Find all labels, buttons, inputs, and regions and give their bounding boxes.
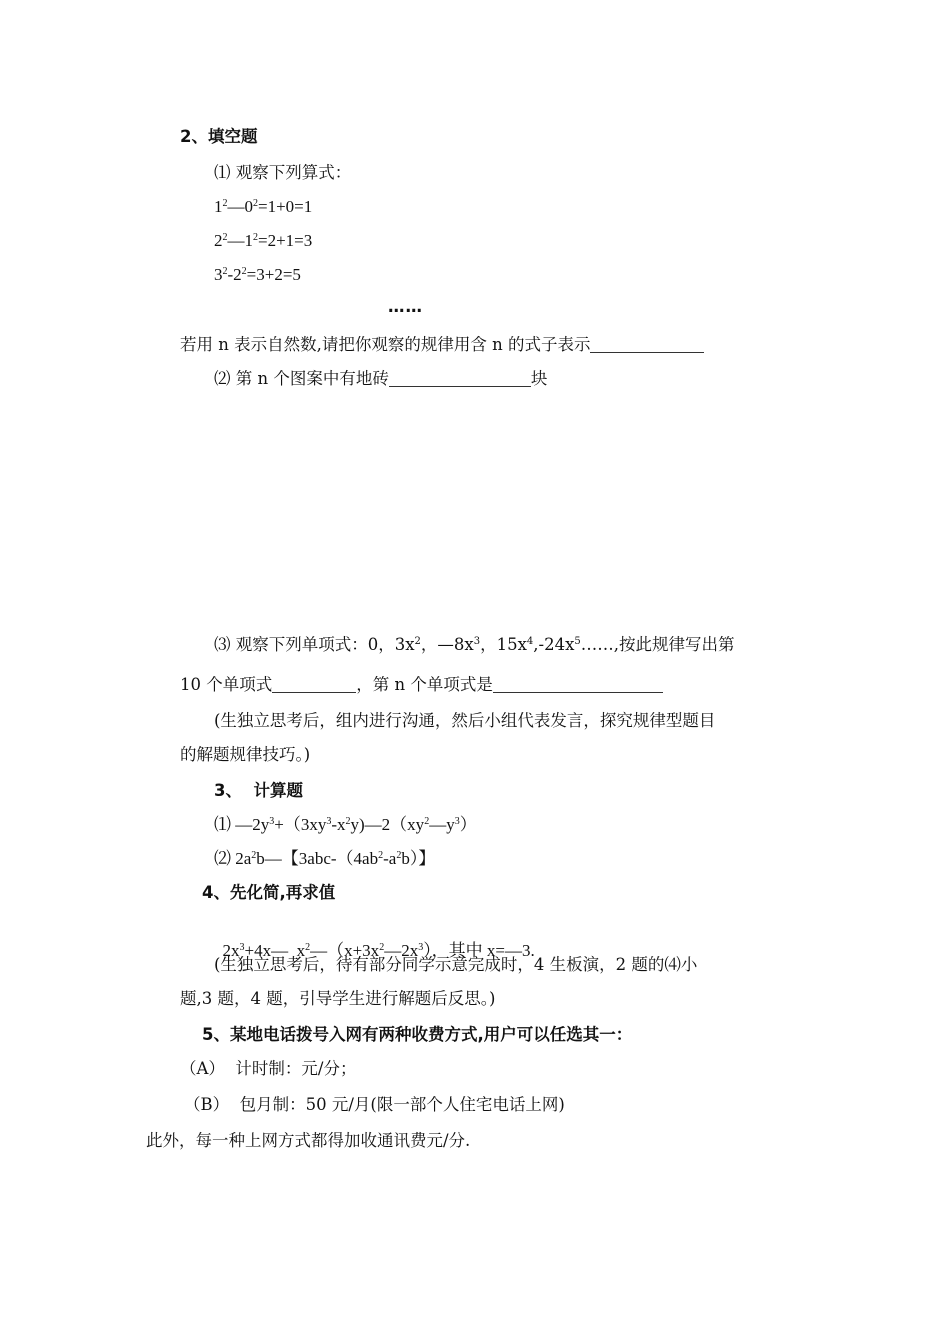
teaching-note-2: (生独立思考后，待有部分同学示意完成时，4 生板演，2 题的⑷小 (214, 955, 698, 974)
option-b: （B） 包月制：50 元/月(限一部个人住宅电话上网) (184, 1095, 565, 1114)
answer-blank[interactable] (389, 370, 531, 387)
answer-blank[interactable] (272, 676, 356, 693)
q3-question-line2: 10 个单项式 ，第 n 个单项式是 (180, 674, 663, 696)
equation-1: $1^2—0^2=1+0=1$ (214, 197, 313, 216)
section-2-heading: 2、填空题 (180, 127, 258, 146)
answer-blank[interactable] (590, 336, 704, 353)
q1-prompt: ⑴ 观察下列算式： (214, 163, 352, 182)
simplify-expression: $2x^3+4x—$ $x^2—(x+3x^2—2x^3)$，其中 x=—3. (222, 941, 535, 960)
calc-q1: ⑴ $—2y^3+(3xy^3-x^2y)—2(xy^2—y^3)$ (214, 815, 477, 834)
extra-fee-note: 此外，每一种上网方式都得加收通讯费元/分. (146, 1131, 471, 1150)
q2-question: ⑵ 第 n 个图案中有地砖 块 (214, 369, 548, 388)
option-a: （A） 计时制：元/分； (180, 1059, 357, 1078)
section-3-heading: 3、 计算题 (214, 781, 303, 800)
figure-placeholder (180, 400, 800, 620)
q1-question: 若用 n 表示自然数,请把你观察的规律用含 n 的式子表示 (180, 334, 704, 356)
ellipsis: …… (388, 297, 423, 316)
equation-2: $2^2—1^2=2+1=3$ (214, 231, 313, 250)
q3-question: ⑶ 观察下列单项式：0，$3x^2$，$—8x^3$，$15x^4,-24x^5\dots\dots$,按此规律写出第 (214, 635, 735, 654)
teaching-note-1: (生独立思考后，组内进行沟通，然后小组代表发言，探究规律型题目 (214, 711, 716, 730)
equation-3: $3^2-2^2=3+2=5$ (214, 265, 301, 284)
answer-blank[interactable] (493, 676, 663, 693)
calc-q2: ⑵ $2a^2b—$【$3abc-(4ab^2-a^2b)$】 (214, 849, 436, 868)
section-5-heading: 5、某地电话拨号入网有两种收费方式,用户可以任选其一： (202, 1025, 633, 1044)
teaching-note-1-cont: 的解题规律技巧。) (180, 745, 311, 764)
section-4-heading: 4、先化简,再求值 (202, 883, 336, 902)
teaching-note-2-cont: 题,3 题，4 题，引导学生进行解题后反思。) (180, 989, 496, 1008)
